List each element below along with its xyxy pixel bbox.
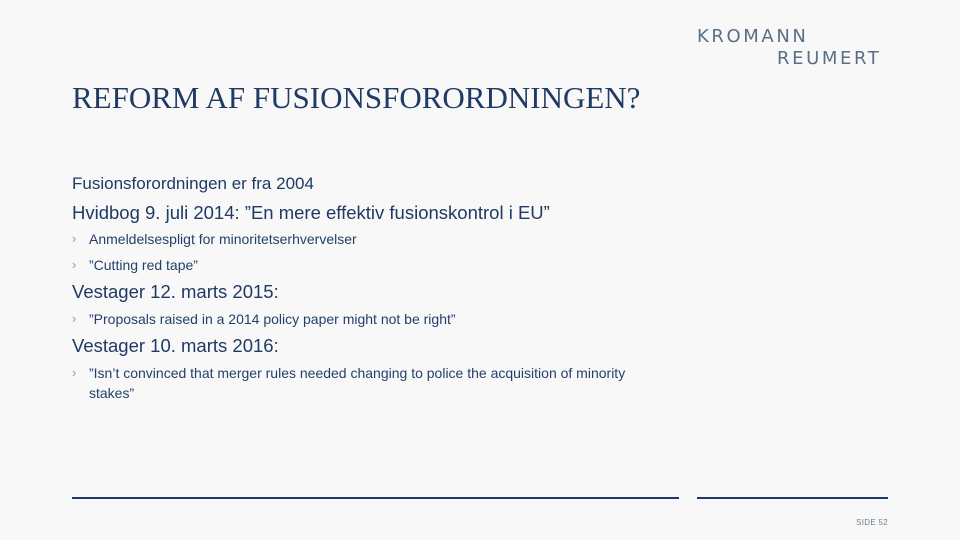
bullet-chevron-icon: › [72, 231, 77, 246]
bullet-item [72, 363, 649, 403]
bullet-text: ”Proposals raised in a 2014 policy paper might not be right” [89, 311, 456, 327]
page-number: SIDE 52 [856, 518, 888, 527]
bullet-text: ”Cutting red tape” [89, 257, 198, 273]
section-2 [72, 202, 672, 275]
bullet-item [72, 229, 672, 249]
section-heading: Vestager 10. marts 2016: [72, 335, 279, 356]
logo-line-2: REUMERT [777, 48, 882, 69]
logo-line-1: KROMANN [697, 26, 809, 47]
slide-content [72, 174, 672, 403]
bullet-chevron-icon: › [72, 257, 77, 272]
section-heading: Hvidbog 9. juli 2014: ”En mere effektiv fusionskontrol i EU” [72, 202, 550, 223]
bullet-text: ”Isn’t convinced that merger rules needed changing to police the acquisition of minority stakes” [89, 365, 626, 401]
bullet-text: Anmeldelsespligt for minoritetserhvervelser [89, 231, 357, 247]
section-4 [72, 335, 672, 403]
section-heading: Fusionsforordningen er fra 2004 [72, 174, 314, 193]
bullet-item [72, 309, 672, 329]
section-heading: Vestager 12. marts 2015: [72, 281, 279, 302]
slide-title: REFORM AF FUSIONSFORORDNINGEN? [72, 80, 641, 115]
footer-rule-left [72, 497, 679, 499]
section-1 [72, 174, 672, 194]
bullet-chevron-icon: › [72, 311, 77, 326]
bullet-chevron-icon: › [72, 365, 77, 380]
bullet-item [72, 255, 672, 275]
section-3 [72, 281, 672, 329]
footer-rule-right [697, 497, 888, 499]
company-logo [697, 26, 888, 70]
